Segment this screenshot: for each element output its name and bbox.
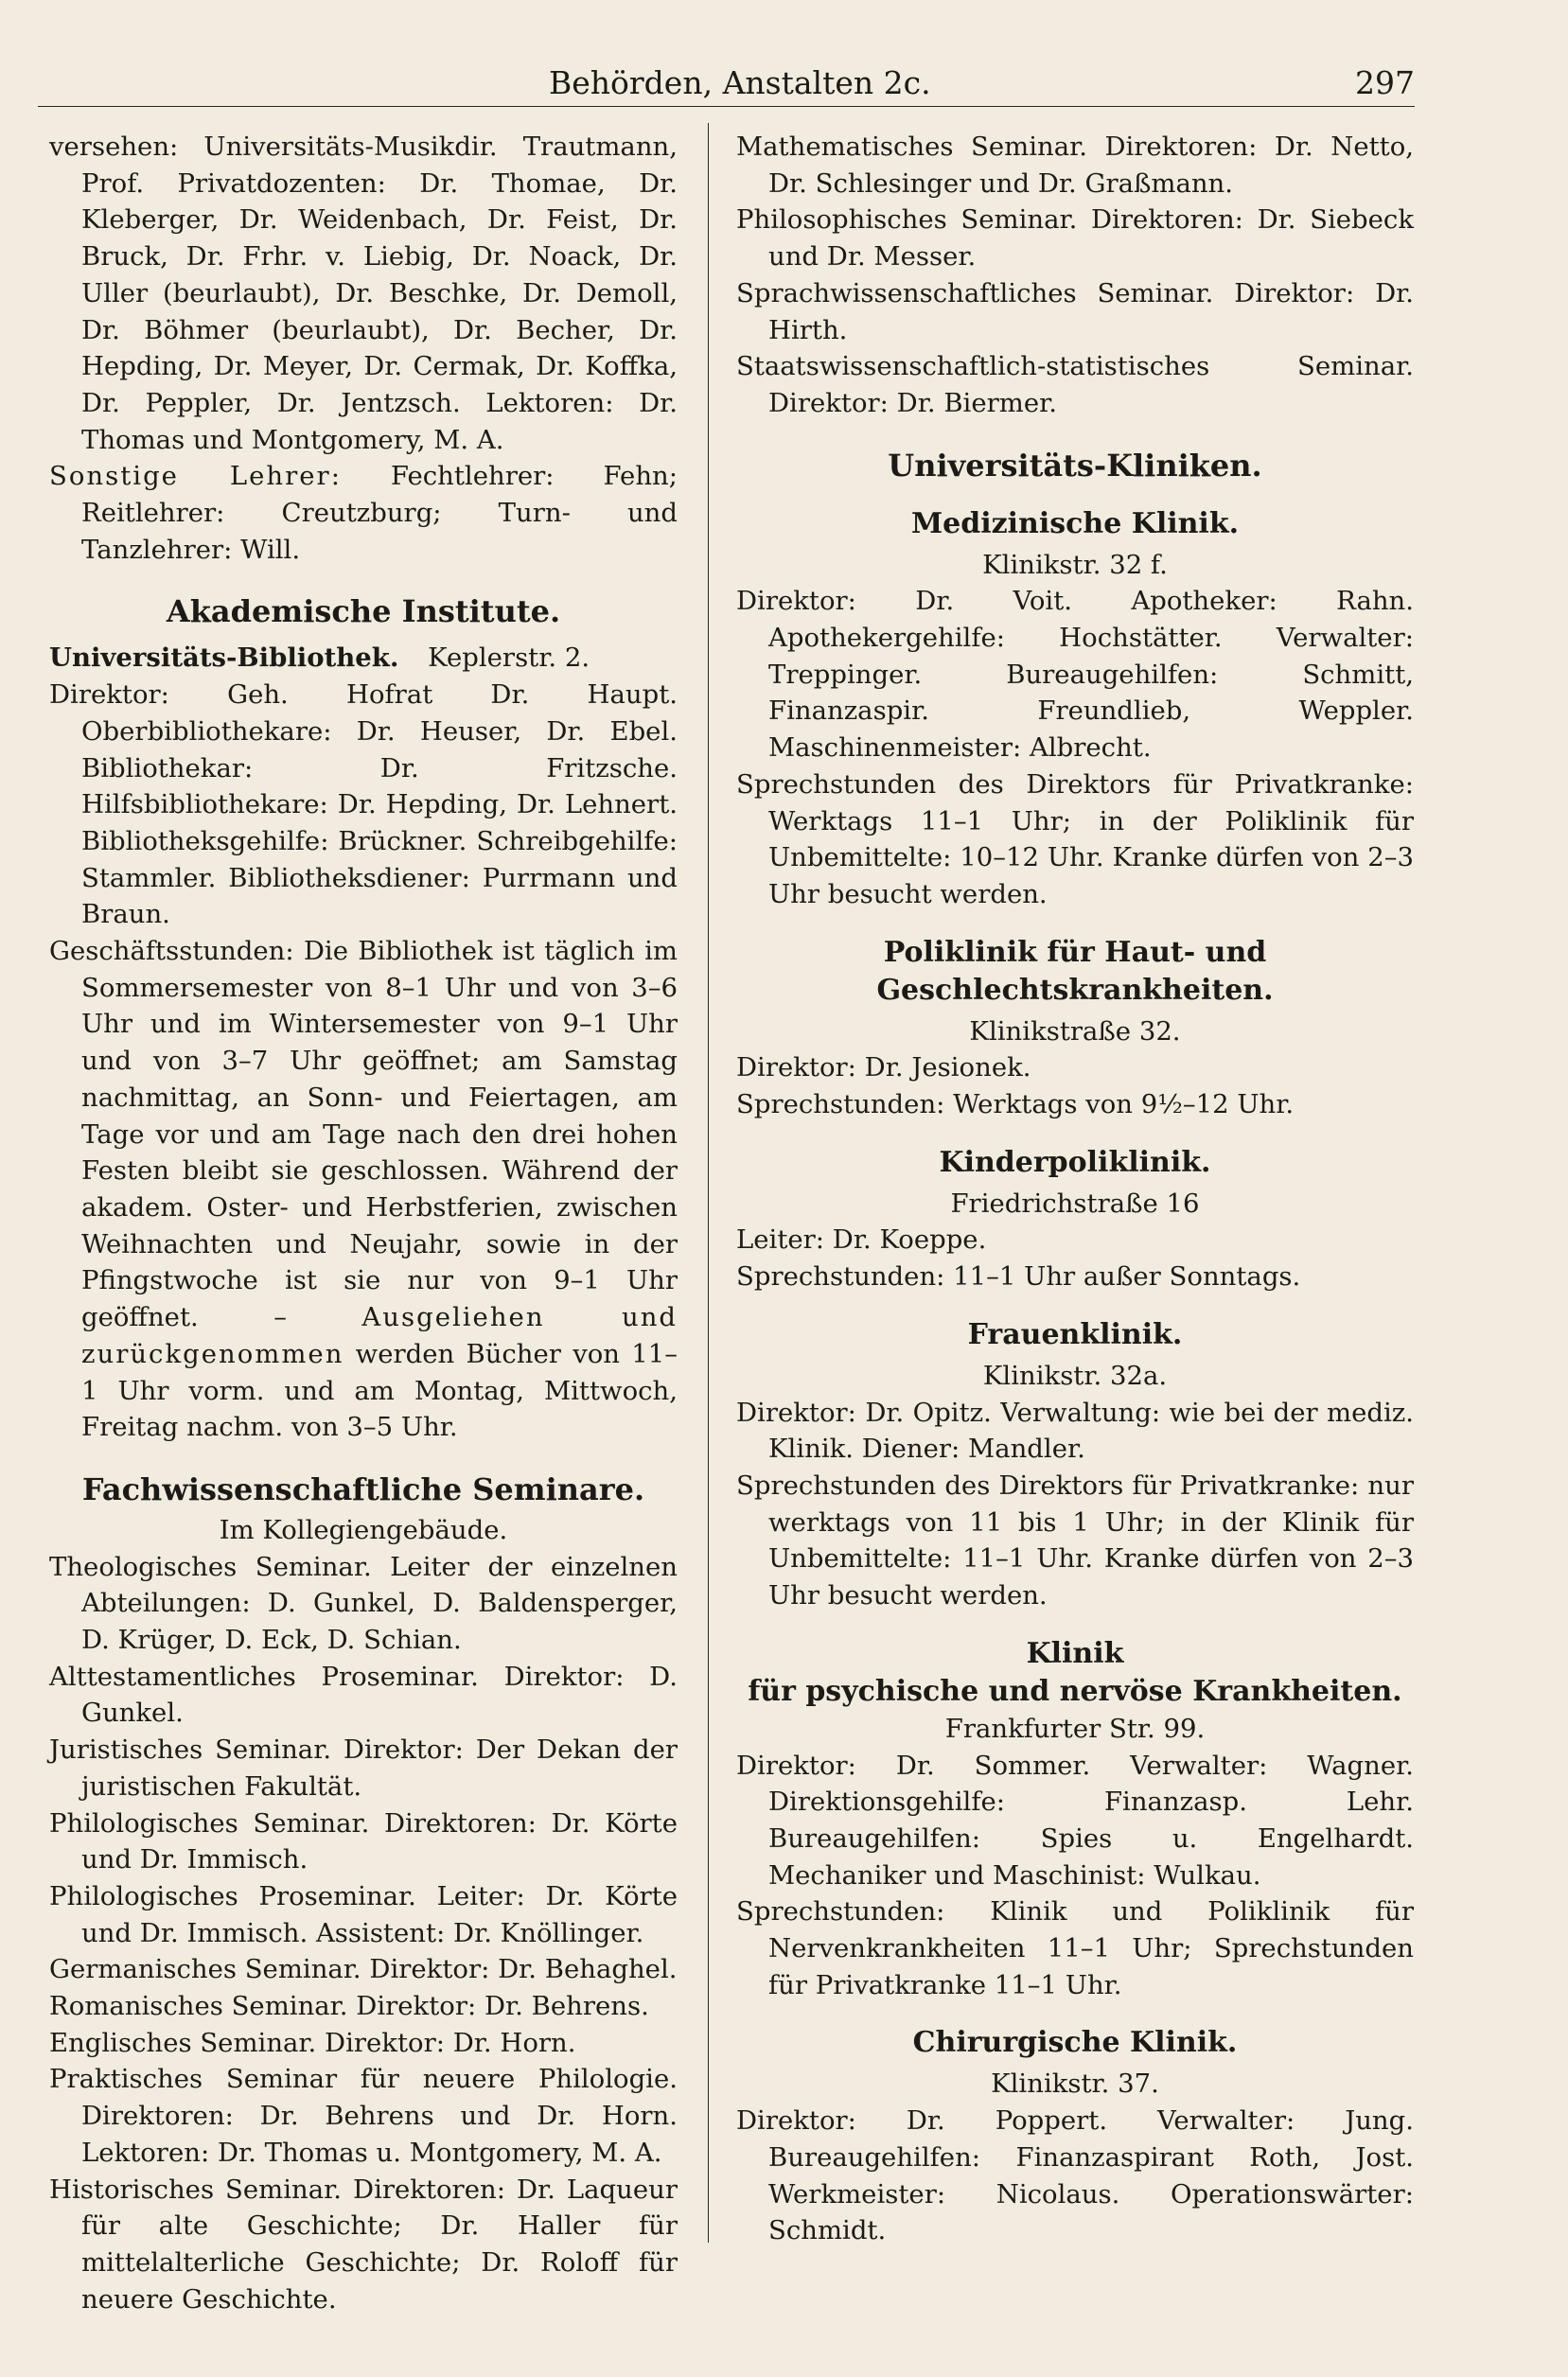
paragraph-bibliothek-personal: Direktor: Geh. Hofrat Dr. Haupt. Oberbibliothekare: Dr. Heuser, Dr. Ebel. Bibliothekar: Dr. Fritzsche. Hilfsbibliothekare: Dr. Hepding, Dr. Lehnert. Bibliotheksgehilfe: Brückner. Schreibgehilfe: Stammler. Bibliotheksdiener: Purrmann und Braun. (49, 679, 678, 930)
list-item: Juristisches Seminar. Direktor: Der Dekan der juristischen Fakultät. (49, 1734, 678, 1802)
frauenklinik-address: Klinikstr. 32a. (982, 1360, 1168, 1391)
list-item: Sprachwissenschaftliches Seminar. Direktor: Dr. Hirth. (736, 277, 1414, 345)
bibliothek-heading-line (49, 640, 678, 677)
sonstige-lehrer-text: Fechtlehrer: Fehn; Reitlehrer: Creutzburg; Turn- und Tanzlehrer: Will. (81, 461, 678, 565)
list-item: Sprechstunden des Direktors für Privatkranke: Werktags 11–1 Uhr; in der Poliklinik für Unbemittelte: 10–12 Uhr. Kranke dürfen von 2–3 Uhr besucht werden. (736, 768, 1414, 909)
bibliothek-address: Keplerstr. 2. (428, 643, 590, 674)
list-item: Alttestamentliches Proseminar. Direktor: D. Gunkel. (49, 1661, 678, 1729)
psych-address: Frankfurter Str. 99. (944, 1713, 1206, 1744)
list-item: Sprechstunden: Werktags von 9½–12 Uhr. (736, 1089, 1295, 1120)
heading-medizinische-klinik: Medizinische Klinik. (910, 506, 1240, 540)
paragraph-geschaeftsstunden (49, 933, 678, 1446)
list-item: Direktor: Dr. Voit. Apotheker: Rahn. Apothekergehilfe: Hochstätter. Verwalter: Treppinger. Bureaugehilfen: Schmitt, Finanzaspir. Freundlieb, Weppler. Maschinenmeister: Albrecht. (736, 586, 1414, 764)
list-item: Philologisches Proseminar. Leiter: Dr. Körte und Dr. Immisch. Assistent: Dr. Knöllinger. (49, 1880, 678, 1948)
column-divider (708, 123, 709, 2243)
list-item: Englisches Seminar. Direktor: Dr. Horn. (49, 2027, 576, 2058)
heading-universitaets-kliniken: Universitäts-Kliniken. (888, 447, 1262, 484)
list-item: Romanisches Seminar. Direktor: Dr. Behrens. (49, 1991, 649, 2022)
list-item: Mathematisches Seminar. Direktoren: Dr. Netto, Dr. Schlesinger und Dr. Graßmann. (736, 132, 1414, 199)
heading-akademische-institute: Akademische Institute. (166, 593, 561, 630)
medizinische-address: Klinikstr. 32 f. (982, 549, 1168, 580)
sonstige-lehrer-label: Sonstige Lehrer: (49, 461, 342, 492)
heading-universitaets-bibliothek: Universitäts-Bibliothek. (49, 643, 399, 674)
geschaeftsstunden-text-a: Geschäftsstunden: Die Bibliothek ist täglich im Sommersemester von 8–1 Uhr und von 3–6 Uhr und im Wintersemester von 9–1 Uhr und von 3–7 Uhr geöffnet; am Samstag nachmittag, an Sonn- und Feiertagen, am Tage vor und am Tage nach den drei hohen Festen bleibt sie geschlossen. Während der akadem. Oster- und Herbstferien, zwischen Weihnachten und Neujahr, sowie in der Pfingstwoche ist sie nur von 9–1 Uhr geöffnet. – (49, 936, 678, 1333)
right-column (736, 129, 1414, 2249)
paragraph-lehrer: versehen: Universitäts-Musikdir. Trautmann, Prof. Privatdozenten: Dr. Thomae, Dr. Kleberger, Dr. Weidenbach, Dr. Feist, Dr. Bruck, Dr. Frhr. v. Liebig, Dr. Noack, Dr. Uller (beurlaubt), Dr. Beschke, Dr. Demoll, Dr. Böhmer (beurlaubt), Dr. Becher, Dr. Hepding, Dr. Meyer, Dr. Cermak, Dr. Koffka, Dr. Peppler, Dr. Jentzsch. Lektoren: Dr. Thomas und Montgomery, M. A. (49, 132, 678, 455)
list-item: Staatswissenschaftlich-statistisches Seminar. Direktor: Dr. Biermer. (736, 351, 1414, 418)
page-header (38, 62, 1415, 107)
geschaeftsstunden-text-b: werden Bücher von 11–1 Uhr vorm. und am Montag, Mittwoch, Freitag nachm. von 3–5 Uhr. (81, 1338, 678, 1443)
list-item: Philosophisches Seminar. Direktoren: Dr. Siebeck und Dr. Messer. (736, 204, 1414, 273)
geschaeftsstunden-emphasis: Ausgeliehen und zurückgenommen (81, 1302, 678, 1369)
list-item: Theologisches Seminar. Leiter der einzelnen Abteilungen: D. Gunkel, D. Baldensperger, D. Krüger, D. Eck, D. Schian. (49, 1551, 678, 1656)
heading-fachwissenschaftliche-seminare: Fachwissenschaftliche Seminare. (81, 1470, 645, 1507)
running-head: Behörden, Anstalten 2c. (549, 64, 931, 101)
heading-chirurgische-klinik: Chirurgische Klinik. (912, 2026, 1238, 2060)
kinderpoliklinik-address: Friedrichstraße 16 (950, 1188, 1200, 1219)
list-item: Germanisches Seminar. Direktor: Dr. Behaghel. (49, 1954, 678, 1985)
heading-psych-line-2: für psychische und nervöse Krankheiten. (748, 1674, 1402, 1708)
page-number: 297 (1355, 64, 1415, 101)
list-item: Philologisches Seminar. Direktoren: Dr. Körte und Dr. Immisch. (49, 1807, 678, 1875)
list-item: Direktor: Dr. Jesionek. (736, 1052, 1031, 1083)
heading-psychiatrische-klinik (736, 1635, 1414, 1711)
list-item: Direktor: Dr. Opitz. Verwaltung: wie bei der mediz. Klinik. Diener: Mandler. (736, 1397, 1414, 1465)
paragraph-sonstige-lehrer (49, 458, 678, 568)
list-item: Praktisches Seminar für neuere Philologie. Direktoren: Dr. Behrens und Dr. Horn. Lektoren: Dr. Thomas u. Montgomery, M. A. (49, 2064, 678, 2168)
heading-kinderpoliklinik: Kinderpoliklinik. (939, 1145, 1211, 1179)
list-item: Direktor: Dr. Sommer. Verwalter: Wagner. Direktionsgehilfe: Finanzasp. Lehr. Bureaugehilfen: Spies u. Engelhardt. Mechaniker und Maschinist: Wulkau. (736, 1750, 1414, 1891)
list-item: Sprechstunden des Direktors für Privatkranke: nur werktags von 11 bis 1 Uhr; in der Klinik für Unbemittelte: 11–1 Uhr. Kranke dürfen von 2–3 Uhr besucht werden. (736, 1470, 1414, 1611)
chirurgische-address: Klinikstr. 37. (991, 2069, 1159, 2100)
list-item: Direktor: Dr. Poppert. Verwalter: Jung. Bureaugehilfen: Finanzaspirant Roth, Jost. Werkmeister: Nicolaus. Operationswärter: Schmidt. (736, 2105, 1414, 2246)
heading-poliklinik: Poliklinik für Haut- und Geschlechtskrankheiten. (876, 935, 1274, 1007)
list-item: Sprechstunden: Klinik und Poliklinik für Nervenkrankheiten 11–1 Uhr; Sprechstunden für Privatkranke 11–1 Uhr. (736, 1896, 1414, 2000)
list-item: Historisches Seminar. Direktoren: Dr. Laqueur für alte Geschichte; Dr. Haller für mittelalterliche Geschichte; Dr. Roloff für neuere Geschichte. (49, 2174, 678, 2315)
list-item: Leiter: Dr. Koeppe. (736, 1224, 987, 1256)
heading-psych-line-1: Klinik (1026, 1636, 1124, 1670)
left-column (49, 129, 678, 2317)
seminare-location: Im Kollegiengebäude. (219, 1514, 508, 1545)
list-item: Sprechstunden: 11–1 Uhr außer Sonntags. (736, 1261, 1301, 1293)
poliklinik-address: Klinikstraße 32. (969, 1015, 1181, 1047)
heading-frauenklinik: Frauenklinik. (967, 1317, 1183, 1351)
